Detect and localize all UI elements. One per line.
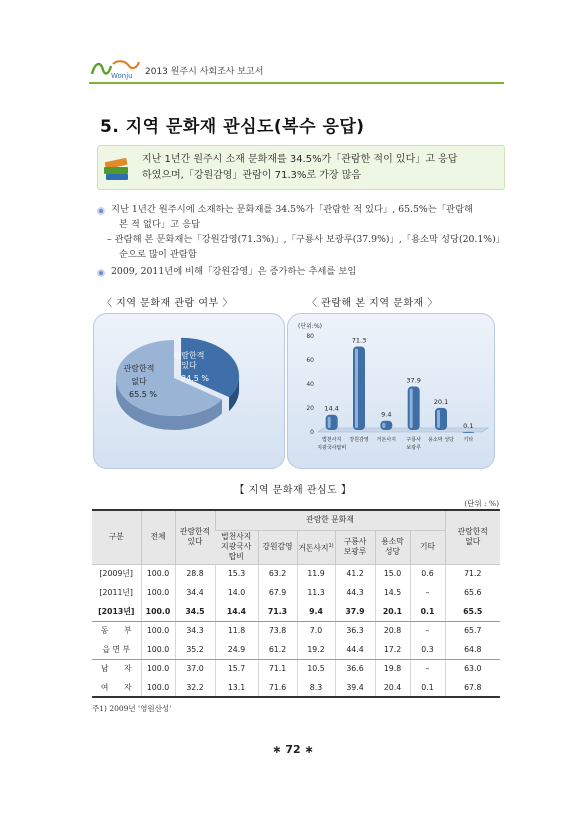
summary-text	[142, 152, 457, 184]
bar	[326, 415, 338, 430]
x-tick-label: 거돈사지	[376, 437, 396, 443]
bar-highlight	[328, 417, 331, 428]
y-tick-label: 20	[306, 405, 314, 412]
header-c3: 거돈사지$^{1)}$	[297, 530, 335, 564]
table-cell: 14.4	[215, 602, 258, 621]
row-label: 읍 면 부	[92, 640, 141, 659]
header-c2: 강원감영	[258, 530, 297, 564]
table-cell: 35.2	[175, 640, 215, 659]
table-cell: –	[410, 621, 445, 640]
table-cell: 65.7	[445, 621, 500, 640]
x-tick-label: 법천사지	[322, 437, 342, 443]
header-category: 구분	[92, 510, 141, 564]
table-row	[92, 564, 500, 583]
pie-chart	[94, 314, 286, 470]
table-cell: 64.8	[445, 640, 500, 659]
table-unit: (단위 : %)	[464, 499, 499, 508]
bar-chart-caption: 〈 관람해 본 지역 문화재 〉	[307, 298, 438, 309]
table-cell: 0.1	[410, 602, 445, 621]
table-cell: 24.9	[215, 640, 258, 659]
pie-value-seen: 34.5 %	[181, 374, 209, 383]
table-cell: 71.3	[258, 602, 297, 621]
row-label: 동 부	[100, 626, 132, 636]
pie-label-not-seen-2: 없다	[131, 377, 147, 386]
bar	[408, 387, 420, 430]
table-cell: 100.0	[141, 621, 175, 640]
table-cell: 20.4	[375, 678, 410, 697]
section-title: 5. 지역 문화재 관심도(복수 응답)	[100, 117, 365, 137]
table-cell: 100.0	[141, 659, 175, 678]
table-cell: 7.0	[297, 621, 335, 640]
table-cell: 71.2	[445, 564, 500, 583]
row-label: 남 자	[100, 664, 132, 674]
table-cell: 14.5	[375, 583, 410, 602]
bullet-1-sub-line-1: – 관람해 본 문화재는「강원감영(71.3%)」,「구룡사 보광루(37.9%)」,「용소막 성당(20.1%)」	[107, 234, 506, 245]
bar-chart-panel	[287, 313, 495, 469]
bar-value-label: 14.4	[324, 404, 339, 413]
table-footnote: 주1) 2009년 '영원산성'	[92, 704, 172, 713]
table-cell: 0.6	[410, 564, 445, 583]
bar-value-label: 9.4	[381, 410, 392, 419]
table-cell: 15.0	[375, 564, 410, 583]
header-total: 전체	[141, 510, 175, 564]
table-cell: 39.4	[335, 678, 375, 697]
y-tick-label: 60	[306, 357, 314, 364]
page-number: ∗ 72 ∗	[272, 743, 314, 756]
bar-value-label: 20.1	[433, 397, 449, 406]
table-cell: 73.8	[258, 621, 297, 640]
bullet-1-line-1: 지난 1년간 원주시에 소재하는 문화재를 34.5%가「관람한 적 있다」, 65.5%는「관람해	[111, 204, 473, 215]
pie-chart-panel	[93, 313, 285, 469]
pie-label-seen-1: 관람한적	[173, 351, 205, 360]
bullet-1-line-2: 본 적 없다」고 응답	[119, 219, 201, 230]
table-row	[92, 640, 500, 659]
bar-highlight	[382, 423, 385, 428]
table-cell: 15.7	[215, 659, 258, 678]
table-cell: 61.2	[258, 640, 297, 659]
bar-value-label: 71.3	[351, 336, 367, 345]
table-row	[92, 621, 500, 640]
table-row	[92, 659, 500, 678]
report-header	[89, 58, 509, 80]
row-label: [2009년]	[99, 569, 133, 579]
pie-chart-caption: 〈 지역 문화재 관람 여부 〉	[102, 298, 233, 309]
table-cell: 15.3	[215, 564, 258, 583]
table-cell: 19.8	[375, 659, 410, 678]
table-cell: 11.3	[297, 583, 335, 602]
summary-line-2: 하였으며,「강원감영」관람이 71.3%로 가장 많음	[142, 170, 362, 181]
bar-highlight	[355, 348, 358, 428]
pie-label-not-seen-1: 관람한적	[123, 364, 155, 373]
summary-line-1: 지난 1년간 원주시 소재 문화재를 34.5%가「관람한 적이 있다」고 응답	[142, 154, 458, 165]
header-c5: 용소막 성당	[375, 530, 410, 564]
table-row	[92, 583, 500, 602]
table-cell: 20.8	[375, 621, 410, 640]
table-cell: 28.8	[175, 564, 215, 583]
table-cell: 17.2	[375, 640, 410, 659]
table-cell: 100.0	[141, 602, 175, 621]
table-cell: 0.1	[410, 678, 445, 697]
bar-highlight	[410, 389, 413, 428]
table-cell: 19.2	[297, 640, 335, 659]
wonju-logo	[89, 58, 141, 80]
row-label: [2013년]	[92, 602, 141, 621]
x-tick-label: 용소막 성당	[428, 437, 454, 443]
book-icon	[100, 151, 134, 185]
table-row	[92, 602, 500, 621]
table-cell: 13.1	[215, 678, 258, 697]
report-title: 2013 원주시 사회조사 보고서	[145, 67, 264, 77]
x-tick-label: 지광국사탑비	[317, 445, 347, 451]
table-cell: 11.8	[215, 621, 258, 640]
header-seen: 관람한적 있다	[175, 510, 215, 564]
bar	[462, 432, 474, 433]
x-tick-label: 보광루	[406, 445, 421, 451]
y-tick-label: 0	[310, 429, 314, 436]
table-cell: 37.0	[175, 659, 215, 678]
bullet-icon	[97, 207, 105, 215]
table-cell: 71.1	[258, 659, 297, 678]
table-cell: 100.0	[141, 583, 175, 602]
x-tick-label: 기타	[463, 437, 474, 443]
table-cell: 71.6	[258, 678, 297, 697]
table-cell: 41.2	[335, 564, 375, 583]
table-row	[92, 678, 500, 697]
bar-chart	[288, 314, 496, 470]
y-tick-label: 40	[306, 381, 314, 388]
data-table	[92, 509, 500, 698]
table-cell: 34.5	[175, 602, 215, 621]
header-divider	[89, 82, 504, 84]
table-cell: 36.3	[335, 621, 375, 640]
bullet-2: 2009, 2011년에 비해「강원감영」은 증가하는 추세를 보임	[111, 266, 357, 277]
table-cell: 32.2	[175, 678, 215, 697]
table-cell: 11.9	[297, 564, 335, 583]
bar	[435, 408, 447, 430]
table-cell: 20.1	[375, 602, 410, 621]
x-tick-label: 구룡사	[406, 437, 421, 443]
bar-highlight	[437, 410, 440, 428]
header-c1: 법천사지 지광국사 탑비	[215, 530, 258, 564]
pie-value-not-seen: 65.5 %	[129, 390, 157, 399]
bar	[380, 421, 392, 430]
header-c4: 구룡사 보광루	[335, 530, 375, 564]
table-cell: –	[410, 583, 445, 602]
table-title: 【 지역 문화재 관심도 】	[234, 485, 352, 496]
table-cell: 100.0	[141, 564, 175, 583]
bullet-1-sub-line-2: 순으로 많이 관람함	[119, 249, 197, 260]
table-cell: 100.0	[141, 640, 175, 659]
table-cell: 9.4	[297, 602, 335, 621]
table-cell: 34.3	[175, 621, 215, 640]
bar-value-label: 37.9	[406, 376, 421, 385]
table-cell: 67.8	[445, 678, 500, 697]
table-cell: 0.3	[410, 640, 445, 659]
table-cell: 44.4	[335, 640, 375, 659]
header-group: 관람한 문화재	[215, 510, 445, 530]
table-cell: 36.6	[335, 659, 375, 678]
bullet-icon	[97, 269, 105, 277]
table-cell: 37.9	[335, 602, 375, 621]
header-c6: 기타	[410, 530, 445, 564]
table-cell: 65.5	[445, 602, 500, 621]
table-cell: 14.0	[215, 583, 258, 602]
svg-text:Wonju: Wonju	[111, 72, 133, 80]
header-not-seen: 관람한적 없다	[445, 510, 500, 564]
table-cell: 10.5	[297, 659, 335, 678]
row-label: [2011년]	[99, 588, 133, 597]
bar-value-label: 0.1	[463, 421, 474, 430]
table-cell: 63.2	[258, 564, 297, 583]
summary-box	[97, 145, 505, 190]
bar-chart-unit: (단위:%)	[298, 323, 322, 330]
table-cell: 34.4	[175, 583, 215, 602]
row-label: 여 자	[92, 678, 141, 697]
y-tick-label: 80	[306, 333, 314, 340]
bar	[353, 346, 365, 430]
x-tick-label: 강원감영	[349, 437, 369, 443]
table-cell: 8.3	[297, 678, 335, 697]
table-cell: 63.0	[445, 659, 500, 678]
table-cell: –	[410, 659, 445, 678]
table-cell: 44.3	[335, 583, 375, 602]
table-cell: 100.0	[141, 678, 175, 697]
table-cell: 65.6	[445, 583, 500, 602]
pie-label-seen-2: 있다	[181, 361, 197, 370]
table-cell: 67.9	[258, 583, 297, 602]
